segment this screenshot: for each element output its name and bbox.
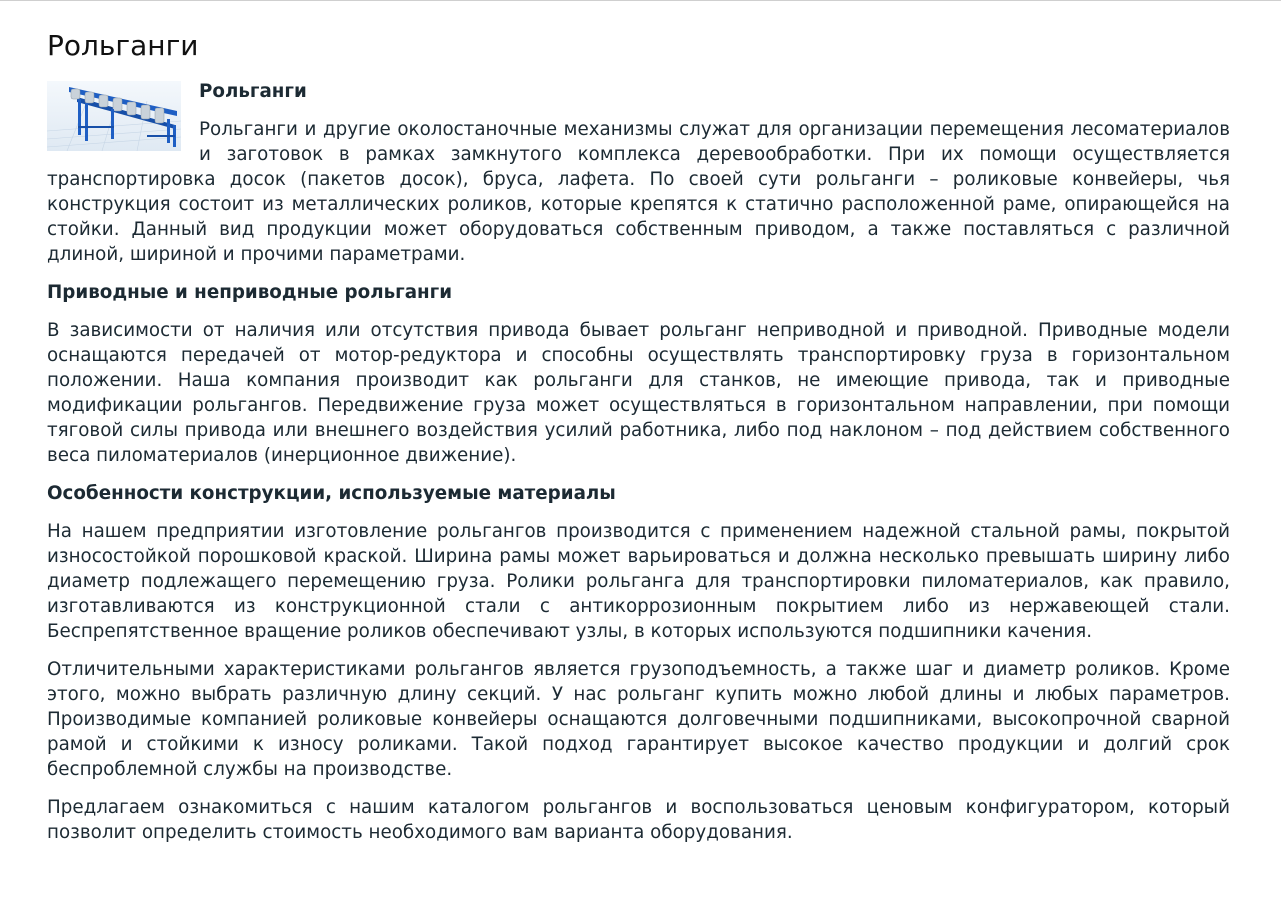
page [47, 1, 1230, 858]
article-content [47, 79, 1230, 845]
roller-conveyor-image [47, 81, 181, 151]
section-paragraph: В зависимости от наличия или отсутствия привода бывает рольганг неприводной и приводной. Приводные модели оснащаются передачей от мотор-редуктора и способны осуществлять транспортировку груза в горизонтальном положении. Наша компания производит как рольганги для станков, не имеющие привода, так и приводные модификации рольгангов. Передвижение груза может осуществляться в горизонтальном направлении, при помощи тяговой силы привода или внешнего воздействия усилий работника, либо под наклоном – под действием собственного веса пиломатериалов (инерционное движение). [47, 320, 1230, 466]
section-heading-drives: Приводные и неприводные рольганги [47, 282, 453, 303]
page-title: Рольганги [47, 29, 199, 62]
intro-heading: Рольганги [199, 81, 307, 102]
section-paragraph: Отличительными характеристиками рольгангов является грузоподъемность, а также шаг и диаметр роликов. Кроме этого, можно выбрать различную длину секций. У нас рольганг купить можно любой длины и любых параметров. Производимые компанией роликовые конвейеры оснащаются долговечными подшипниками, высокопрочной сварной рамой и стойкими к износу роликами. Такой подход гарантирует высокое качество продукции и долгий срок беспроблемной службы на производстве. [47, 659, 1230, 780]
roller-conveyor-icon [47, 81, 181, 151]
intro-paragraph: Рольганги и другие околостаночные механизмы служат для организации перемещения лесоматериалов и заготовок в рамках замкнутого комплекса деревообработки. При их помощи осуществляется транспортировка досок (пакетов досок), бруса, лафета. По своей сути рольганги – роликовые конвейеры, чья конструкция состоит из металлических роликов, которые крепятся к статично расположенной раме, опирающейся на стойки. Данный вид продукции может оборудоваться собственным приводом, а также поставляться с различной длиной, шириной и прочими параметрами. [47, 119, 1230, 265]
section-paragraph: Предлагаем ознакомиться с нашим каталогом рольгангов и воспользоваться ценовым конфигуратором, который позволит определить стоимость необходимого вам варианта оборудования. [47, 797, 1230, 843]
section-paragraph: На нашем предприятии изготовление рольгангов производится с применением надежной стальной рамы, покрытой износостойкой порошковой краской. Ширина рамы может варьироваться и должна несколько превышать ширину либо диаметр подлежащего перемещению груза. Ролики рольганга для транспортировки пиломатериалов, как правило, изготавливаются из конструкционной стали с антикоррозионным покрытием либо из нержавеющей стали. Беспрепятственное вращение роликов обеспечивают узлы, в которых используются подшипники качения. [47, 521, 1230, 642]
section-heading-construction: Особенности конструкции, используемые материалы [47, 483, 616, 504]
